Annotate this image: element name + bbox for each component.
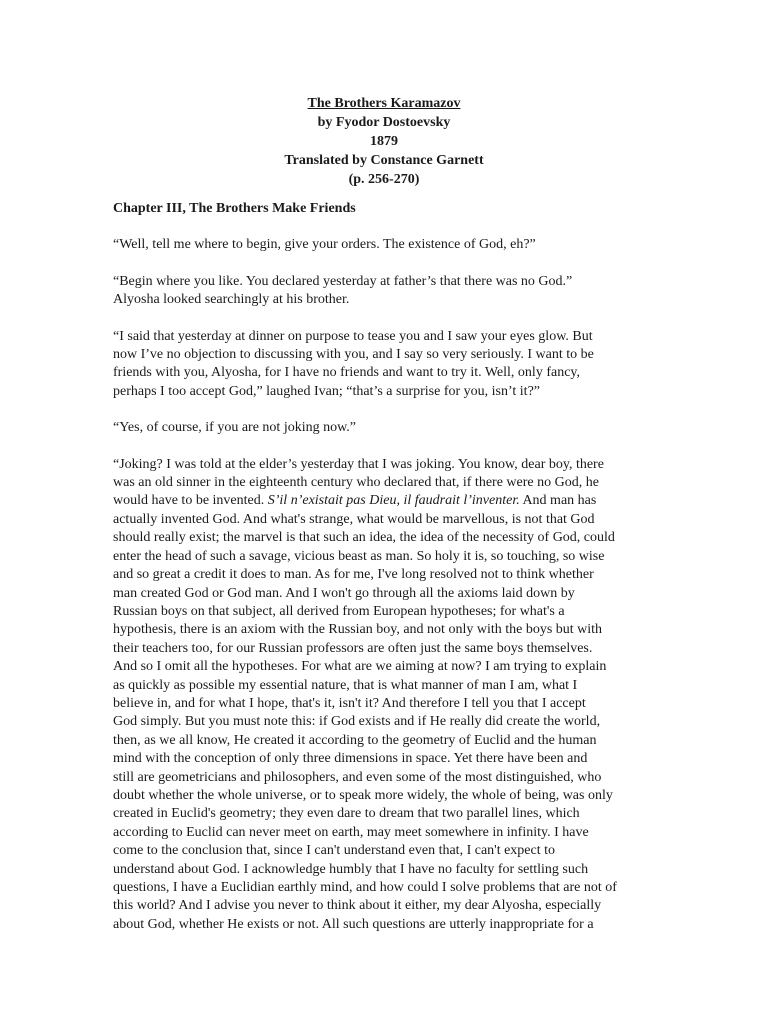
text-line: “I said that yesterday at dinner on purpose to tease you and I saw your eyes glow. But xyxy=(113,328,593,344)
french-quote: S’il n’existait pas Dieu, il faudrait l’inventer. xyxy=(267,493,520,509)
text-line: mind with the conception of only three dimensions in space. Yet there have been and xyxy=(113,751,588,767)
text-line: doubt whether the whole universe, or to speak more widely, the whole of being, was only xyxy=(113,787,613,803)
text-line: “Joking? I was told at the elder’s yesterday that I was joking. You know, dear boy, there xyxy=(113,456,604,472)
text-line: believe in, and for what I hope, that's it, isn't it? And therefore I tell you that I accept xyxy=(113,695,586,711)
text-line: then, as we all know, He created it according to the geometry of Euclid and the human xyxy=(113,732,597,748)
text-line: was an old sinner in the eighteenth century who declared that, if there were no God, he xyxy=(113,475,599,491)
book-title: The Brothers Karamazov xyxy=(307,96,461,111)
text-line: God simply. But you must note this: if God exists and if He really did create the world, xyxy=(113,714,601,730)
text-line: Alyosha looked searchingly at his brother. xyxy=(113,292,350,308)
text-line: and so great a credit it does to man. As for me, I've long resolved not to think whether xyxy=(113,567,594,583)
text-line: And so I omit all the hypotheses. For what are we aiming at now? I am trying to explain xyxy=(113,659,607,675)
translator-line: Translated by Constance Garnett xyxy=(284,153,484,168)
text-line: should really exist; the marvel is that such an idea, the idea of the necessity of God, could xyxy=(113,530,615,546)
text-line: actually invented God. And what's strange, what would be marvellous, is not that God xyxy=(113,511,595,527)
text-line: enter the head of such a savage, vicious beast as man. So holy it is, so touching, so wise xyxy=(113,548,605,564)
text-line: “Well, tell me where to begin, give your orders. The existence of God, eh?” xyxy=(113,237,536,253)
text-segment: would have to be invented. xyxy=(113,493,265,509)
year-line: 1879 xyxy=(370,134,398,149)
paragraph-3 xyxy=(113,328,661,402)
text-line: “Begin where you like. You declared yesterday at father’s that there was no God.” xyxy=(113,273,573,289)
text-line: created in Euclid's geometry; they even dare to dream that two parallel lines, which xyxy=(113,806,580,822)
document-body xyxy=(113,200,661,952)
text-line: about God, whether He exists or not. All such questions are utterly inappropriate for a xyxy=(113,916,594,932)
text-line: “Yes, of course, if you are not joking now.” xyxy=(113,420,357,436)
paragraph-2 xyxy=(113,273,661,310)
paragraph-1 xyxy=(113,236,661,254)
paragraph-4 xyxy=(113,419,661,437)
paragraph-5 xyxy=(113,456,661,935)
author-line: by Fyodor Dostoevsky xyxy=(317,115,451,130)
text-line: perhaps I too accept God,” laughed Ivan; “that’s a surprise for you, isn’t it?” xyxy=(113,383,540,399)
text-line: hypothesis, there is an axiom with the Russian boy, and not only with the boys but with xyxy=(113,622,603,638)
text-line: Russian boys on that subject, all derived from European hypotheses; for what's a xyxy=(113,603,565,619)
text-line: their teachers too, for our Russian professors are often just the same boys themselves. xyxy=(113,640,593,656)
text-line-with-quote xyxy=(113,492,661,510)
text-line: come to the conclusion that, since I can't understand even that, I can't expect to xyxy=(113,843,555,859)
title-block xyxy=(0,94,768,189)
text-line: man created God or God man. And I won't go through all the axioms laid down by xyxy=(113,585,575,601)
text-segment: And man has xyxy=(519,493,597,509)
text-line: understand about God. I acknowledge humbly that I have no faculty for settling such xyxy=(113,861,589,877)
text-line: according to Euclid can never meet on earth, may meet somewhere in infinity. I have xyxy=(113,824,589,840)
text-line: questions, I have a Euclidian earthly mind, and how could I solve problems that are not of xyxy=(113,880,617,895)
text-line: this world? And I advise you never to think about it either, my dear Alyosha, especially xyxy=(113,898,602,914)
text-line: as quickly as possible my essential nature, that is what manner of man I am, what I xyxy=(113,677,578,693)
text-line: now I’ve no objection to discussing with you, and I say so very seriously. I want to be xyxy=(113,347,594,363)
chapter-heading: Chapter III, The Brothers Make Friends xyxy=(113,201,356,216)
page-range-line: (p. 256-270) xyxy=(348,172,420,187)
text-line: friends with you, Alyosha, for I have no friends and want to try it. Well, only fancy, xyxy=(113,365,580,381)
text-line: still are geometricians and philosophers, and even some of the most distinguished, who xyxy=(113,769,602,785)
